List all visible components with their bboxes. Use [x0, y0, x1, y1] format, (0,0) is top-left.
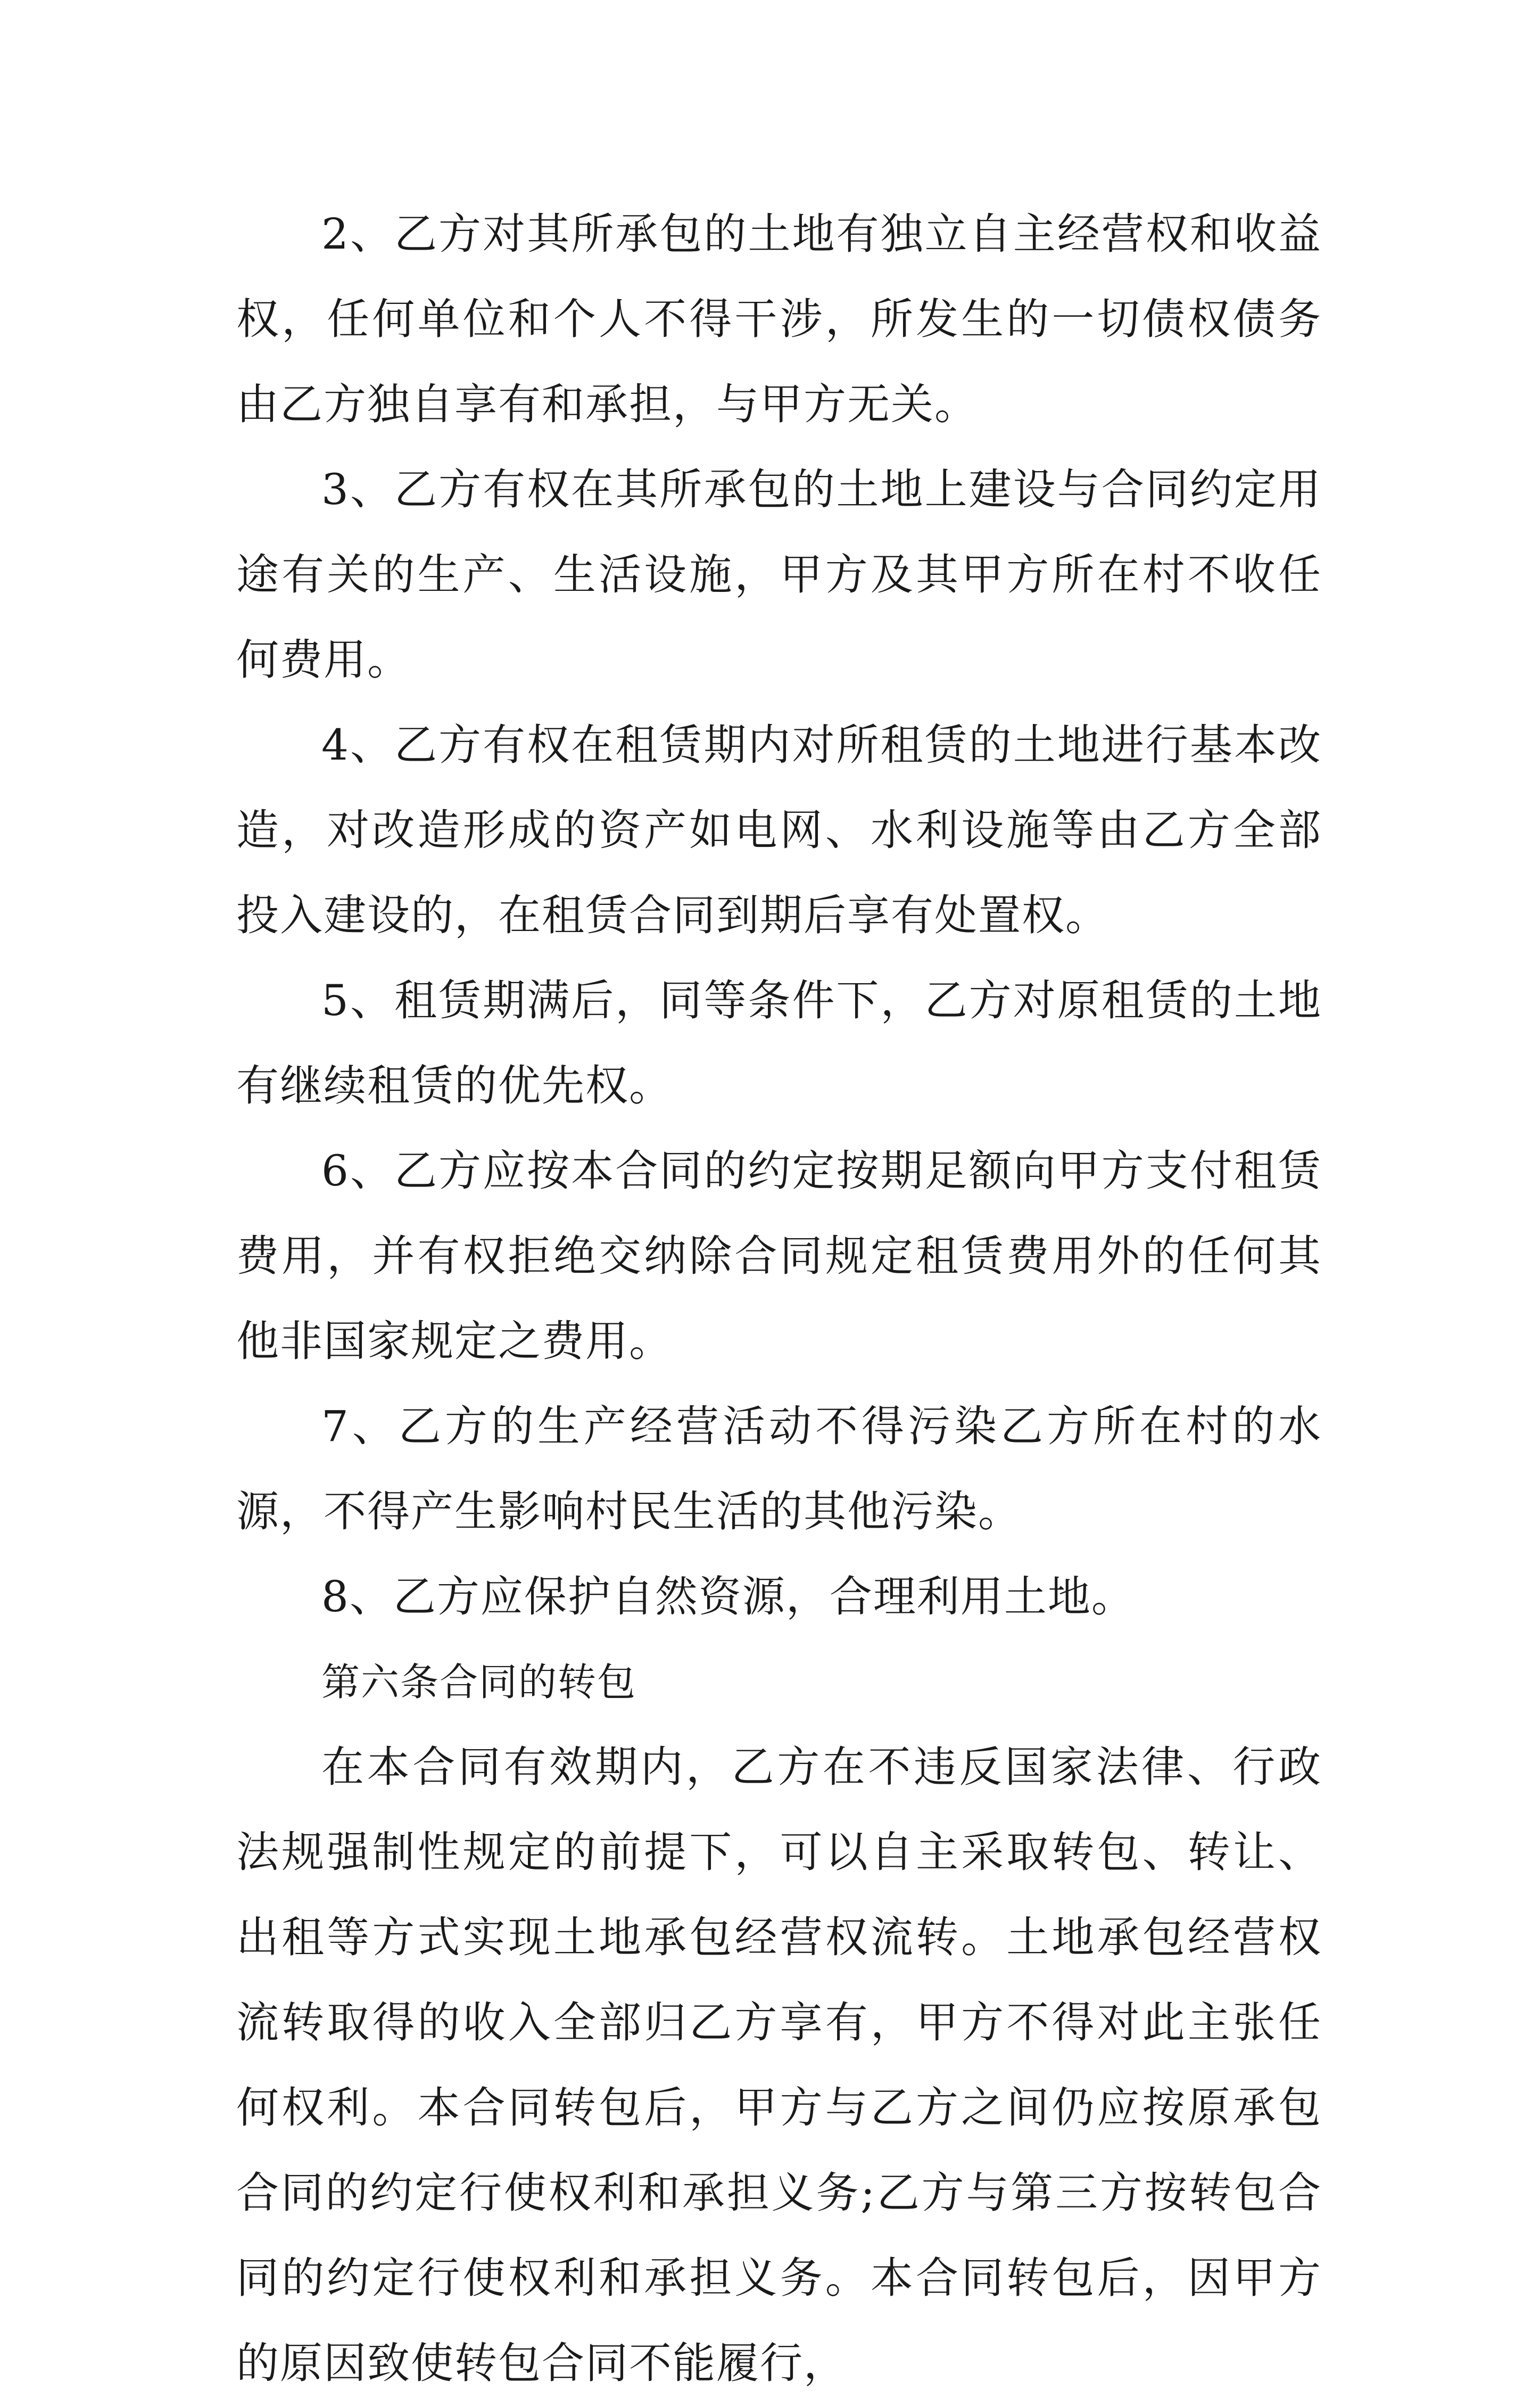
clause-4: 4、乙方有权在租赁期内对所租赁的土地进行基本改造，对改造形成的资产如电网、水利设施等由乙方全部投入建设的，在租赁合同到期后享有处置权。 [236, 720, 1322, 940]
section-heading: 第六条合同的转包 [321, 1660, 637, 1704]
clause-8: 8、乙方应保护自然资源，合理利用土地。 [321, 1572, 1135, 1621]
clause-6: 6、乙方应按本合同的约定按期足额向甲方支付租赁费用，并有权拒绝交纳除合同规定租赁费用外的任何其他非国家规定之费用。 [236, 1146, 1322, 1366]
clause-2: 2、乙方对其所承包的土地有独立自主经营权和收益权，任何单位和个人不得干涉，所发生的一切债权债务由乙方独自享有和承担，与甲方无关。 [236, 209, 1322, 429]
clause-3: 3、乙方有权在其所承包的土地上建设与合同约定用途有关的生产、生活设施，甲方及其甲方所在村不收任何费用。 [236, 465, 1322, 685]
document-body [236, 192, 1322, 2406]
clause-5: 5、租赁期满后，同等条件下，乙方对原租赁的土地有继续租赁的优先权。 [236, 976, 1322, 1110]
clause-7: 7、乙方的生产经营活动不得污染乙方所在村的水源，不得产生影响村民生活的其他污染。 [236, 1402, 1322, 1536]
section-body: 在本合同有效期内，乙方在不违反国家法律、行政法规强制性规定的前提下，可以自主采取转包、转让、出租等方式实现土地承包经营权流转。土地承包经营权流转取得的收入全部归乙方享有，甲方不得对此主张任何权利。本合同转包后，甲方与乙方之间仍应按原承包合同的约定行使权利和承担义务;乙方与第三方按转包合同的约定行使权利和承担义务。本合同转包后，因甲方的原因致使转包合同不能履行， [236, 1742, 1322, 2388]
